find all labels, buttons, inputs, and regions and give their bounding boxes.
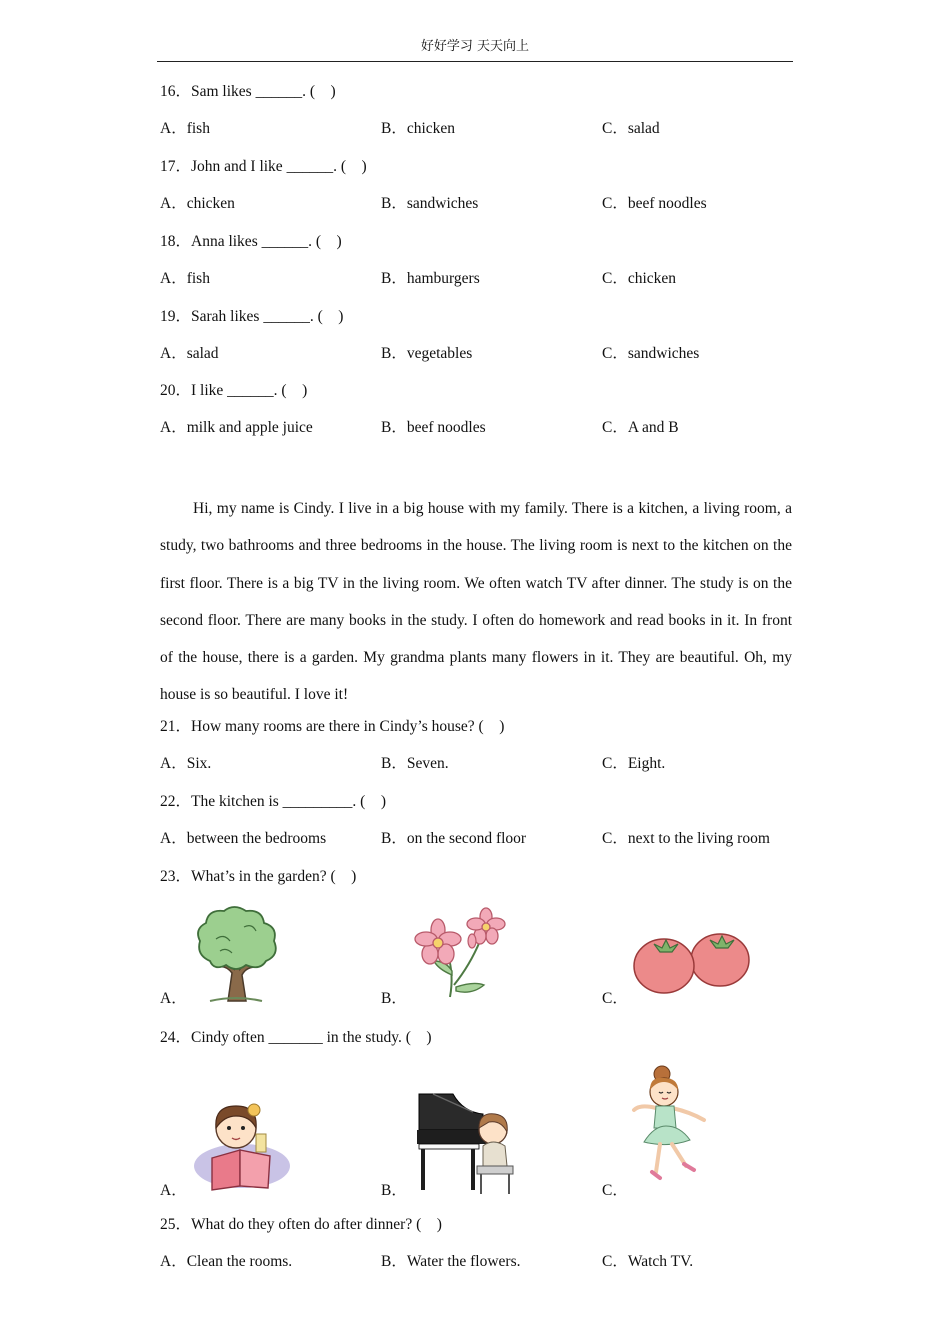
question-23-option-b[interactable]: B． xyxy=(381,990,407,1007)
question-23-stem: 23．What’s in the garden? ( ) xyxy=(160,868,357,885)
girl-dancing-picture[interactable] xyxy=(628,1064,712,1190)
question-23-option-a[interactable]: A． xyxy=(160,990,187,1007)
question-21-option-a[interactable]: A．Six. xyxy=(160,755,212,772)
question-21-stem: 21．How many rooms are there in Cindy’s house? ( ) xyxy=(160,718,505,735)
tree-picture[interactable] xyxy=(190,905,282,1003)
question-17-option-c[interactable]: C．beef noodles xyxy=(602,195,707,212)
question-16-option-b[interactable]: B．chicken xyxy=(381,120,456,137)
question-20-stem: 20．I like ______. ( ) xyxy=(160,382,308,399)
question-25-option-c[interactable]: C．Watch TV. xyxy=(602,1253,694,1270)
question-22-stem: 22．The kitchen is _________. ( ) xyxy=(160,793,387,810)
girl-piano-picture[interactable] xyxy=(413,1090,517,1196)
question-16-stem: 16．Sam likes ______. ( ) xyxy=(160,83,336,100)
reading-passage: Hi, my name is Cindy. I live in a big house with my family. There is a kitchen, a living room, a study, two bathrooms and three bedrooms in the house. The living room is next to the kitchen on the first floor. There is a big TV in the living room. We often watch TV after dinner. The study is on the second floor. There are many books in the study. I often do homework and read books in it. In front of the house, there is a garden. My grandma plants many flowers in it. They are beautiful. Oh, my house is so beautiful. I love it! xyxy=(160,500,792,704)
question-19-stem: 19．Sarah likes ______. ( ) xyxy=(160,308,344,325)
question-19-option-b[interactable]: B．vegetables xyxy=(381,345,473,362)
question-22-option-b[interactable]: B．on the second floor xyxy=(381,830,527,847)
question-20-option-b[interactable]: B．beef noodles xyxy=(381,419,486,436)
question-16-option-a[interactable]: A．fish xyxy=(160,120,210,137)
question-22-option-a[interactable]: A．between the bedrooms xyxy=(160,830,327,847)
question-18-option-b[interactable]: B．hamburgers xyxy=(381,270,480,287)
page-header: 好好学习 天天向上 xyxy=(157,36,793,62)
flower-picture[interactable] xyxy=(410,905,516,1001)
question-16-option-c[interactable]: C．salad xyxy=(602,120,660,137)
question-19-option-c[interactable]: C．sandwiches xyxy=(602,345,700,362)
question-19-option-a[interactable]: A．salad xyxy=(160,345,219,362)
tomatoes-picture[interactable] xyxy=(632,928,752,996)
question-18-option-c[interactable]: C．chicken xyxy=(602,270,677,287)
question-24-option-c[interactable]: C． xyxy=(602,1182,628,1199)
question-24-option-b[interactable]: B． xyxy=(381,1182,407,1199)
question-25-option-a[interactable]: A．Clean the rooms. xyxy=(160,1253,293,1270)
question-24-option-a[interactable]: A． xyxy=(160,1182,187,1199)
girl-reading-picture[interactable] xyxy=(192,1098,292,1192)
question-25-stem: 25．What do they often do after dinner? ( ) xyxy=(160,1216,442,1233)
question-24-stem: 24．Cindy often _______ in the study. ( ) xyxy=(160,1029,432,1046)
question-22-option-c[interactable]: C．next to the living room xyxy=(602,830,770,847)
question-25-option-b[interactable]: B．Water the flowers. xyxy=(381,1253,521,1270)
question-17-stem: 17．John and I like ______. ( ) xyxy=(160,158,367,175)
question-21-option-b[interactable]: B．Seven. xyxy=(381,755,449,772)
question-21-option-c[interactable]: C．Eight. xyxy=(602,755,666,772)
question-18-option-a[interactable]: A．fish xyxy=(160,270,210,287)
question-17-option-a[interactable]: A．chicken xyxy=(160,195,235,212)
question-23-option-c[interactable]: C． xyxy=(602,990,628,1007)
question-18-stem: 18．Anna likes ______. ( ) xyxy=(160,233,342,250)
question-20-option-c[interactable]: C．A and B xyxy=(602,419,679,436)
question-20-option-a[interactable]: A．milk and apple juice xyxy=(160,419,313,436)
question-17-option-b[interactable]: B．sandwiches xyxy=(381,195,479,212)
